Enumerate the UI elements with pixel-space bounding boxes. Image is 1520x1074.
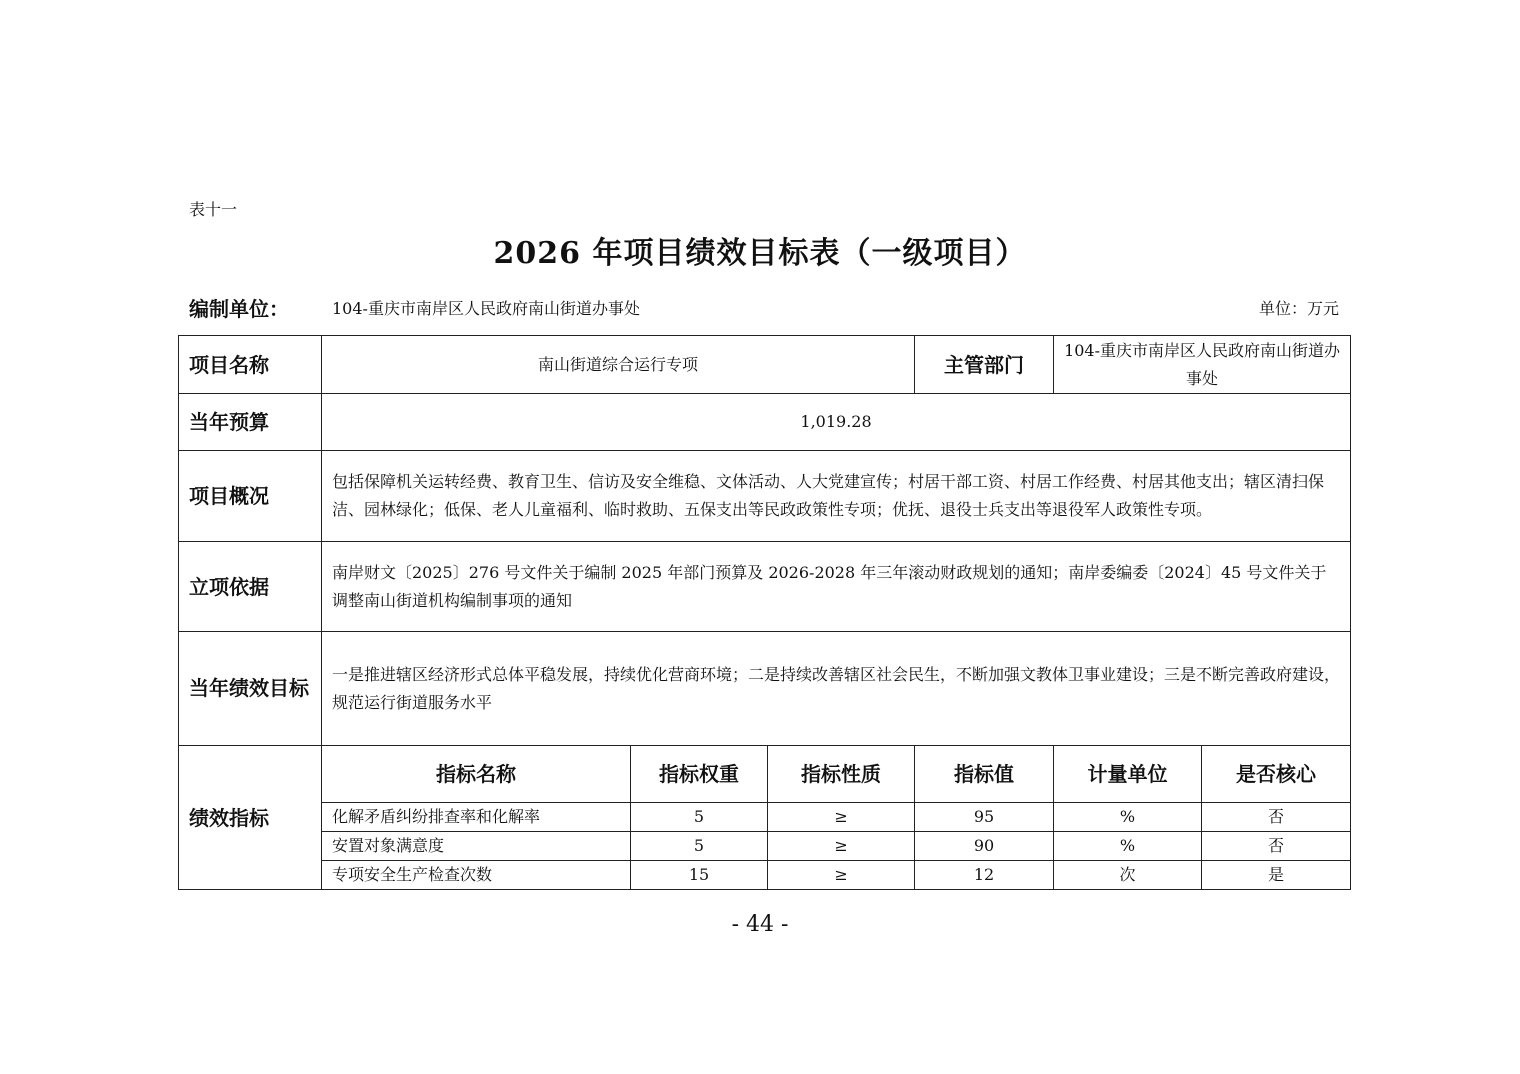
indicator-value: 95 (915, 803, 1054, 832)
project-name-row (179, 336, 1351, 394)
indicator-core: 否 (1202, 832, 1351, 861)
basis-label: 立项依据 (179, 542, 322, 632)
indicator-unit: 次 (1054, 861, 1202, 890)
org-label: 编制单位： (189, 297, 289, 321)
table-row (179, 832, 1351, 861)
col-header: 指标性质 (768, 746, 915, 803)
indicator-nature: ≥ (768, 803, 915, 832)
indicator-value: 90 (915, 832, 1054, 861)
meta-row (189, 293, 1339, 321)
indicators-label: 绩效指标 (179, 746, 322, 890)
indicator-nature: ≥ (768, 832, 915, 861)
col-header: 指标权重 (631, 746, 768, 803)
budget-value: 1,019.28 (322, 394, 1351, 451)
budget-label: 当年预算 (179, 394, 322, 451)
indicator-name: 专项安全生产检查次数 (322, 861, 631, 890)
project-name-label: 项目名称 (179, 336, 322, 394)
overview-label: 项目概况 (179, 451, 322, 542)
overview-row (179, 451, 1351, 542)
indicator-core: 否 (1202, 803, 1351, 832)
basis-row (179, 542, 1351, 632)
col-header: 是否核心 (1202, 746, 1351, 803)
table-row (179, 803, 1351, 832)
table-row (179, 861, 1351, 890)
indicator-weight: 5 (631, 832, 768, 861)
project-name-value: 南山街道综合运行专项 (322, 336, 915, 394)
dept-value: 104-重庆市南岸区人民政府南山街道办事处 (1054, 336, 1351, 394)
col-header: 指标值 (915, 746, 1054, 803)
table-label: 表十一 (189, 200, 238, 219)
org-value: 104-重庆市南岸区人民政府南山街道办事处 (332, 299, 640, 318)
indicator-weight: 5 (631, 803, 768, 832)
indicator-core: 是 (1202, 861, 1351, 890)
page-number: - 44 - (731, 912, 789, 937)
col-header: 指标名称 (322, 746, 631, 803)
basis-value: 南岸财文〔2025〕276 号文件关于编制 2025 年部门预算及 2026-2028 年三年滚动财政规划的通知；南岸委编委〔2024〕45 号文件关于调整南山街道机构编制事项的通知 (322, 542, 1351, 632)
dept-label: 主管部门 (915, 336, 1054, 394)
indicator-weight: 15 (631, 861, 768, 890)
indicator-nature: ≥ (768, 861, 915, 890)
unit-label: 单位：万元 (1258, 299, 1339, 318)
budget-row (179, 394, 1351, 451)
goal-value: 一是推进辖区经济形式总体平稳发展，持续优化营商环境；二是持续改善辖区社会民生，不断加强文教体卫事业建设；三是不断完善政府建设，规范运行街道服务水平 (322, 632, 1351, 746)
indicator-unit: % (1054, 832, 1202, 861)
page-title: 2026 年项目绩效目标表（一级项目） (493, 236, 1027, 271)
performance-table (178, 335, 1351, 890)
indicator-name: 化解矛盾纠纷排查率和化解率 (322, 803, 631, 832)
indicator-unit: % (1054, 803, 1202, 832)
indicator-value: 12 (915, 861, 1054, 890)
goal-label: 当年绩效目标 (179, 632, 322, 746)
overview-value: 包括保障机关运转经费、教育卫生、信访及安全维稳、文体活动、人大党建宣传；村居干部工资、村居工作经费、村居其他支出；辖区清扫保洁、园林绿化；低保、老人儿童福利、临时救助、五保支出等民政政策性专项；优抚、退役士兵支出等退役军人政策性专项。 (322, 451, 1351, 542)
col-header: 计量单位 (1054, 746, 1202, 803)
indicator-name: 安置对象满意度 (322, 832, 631, 861)
goal-row (179, 632, 1351, 746)
indicator-header-row (179, 746, 1351, 803)
